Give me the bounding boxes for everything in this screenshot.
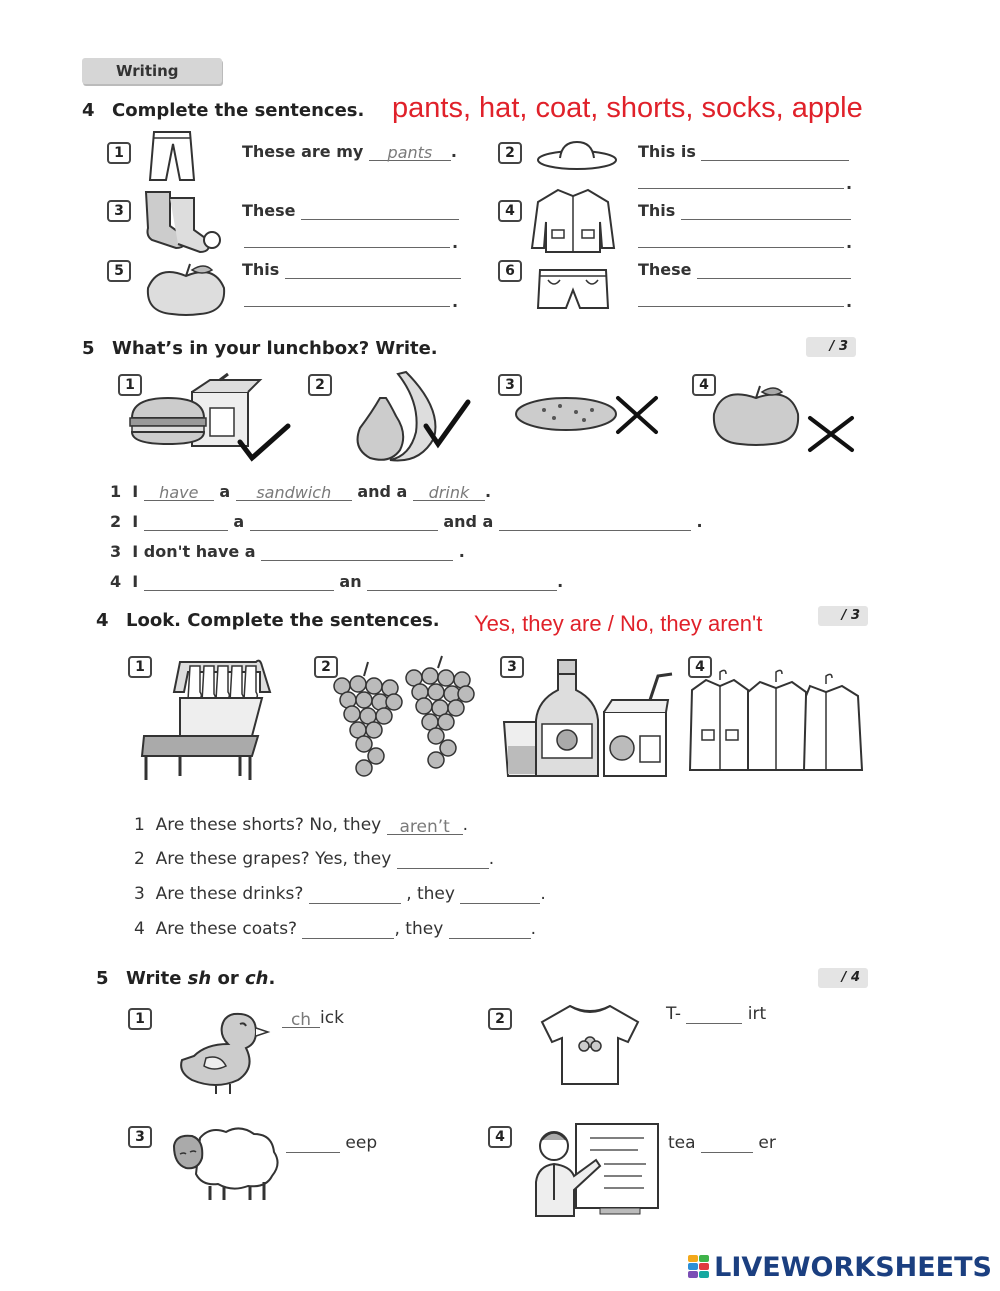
section-title: Complete the sentences. [112,100,365,121]
item-number: 4 [498,200,522,222]
sentence-lead: These [638,260,692,279]
score-badge: / 3 [806,337,856,357]
item-number: 1 [128,1008,152,1030]
sentence-lead: These are my [242,142,364,161]
sentence-lead: This [242,260,280,279]
word-line: eep [286,1133,377,1153]
section-number: 4 [96,610,109,631]
coats-icon [686,670,868,778]
sentence-line: 4 Are these coats? , they . [134,919,537,939]
answer-blank[interactable] [261,543,453,561]
sentence-line: 3 Are these drinks? , they . [134,884,546,904]
answer-blank[interactable] [449,921,531,939]
answer-line[interactable] [638,306,844,307]
item-number: 2 [488,1008,512,1030]
item-number: 2 [498,142,522,164]
answer-blank[interactable] [285,261,461,279]
grapes-icon [328,656,478,782]
item-number: 1 [107,142,131,164]
sentence-line: 2 Are these grapes? Yes, they . [134,849,495,869]
pants-icon [146,128,198,182]
answer-blank[interactable] [309,886,401,904]
answer-blank[interactable]: sandwich [236,483,352,501]
item-number: 6 [498,260,522,282]
answer-blank[interactable] [286,1135,340,1153]
picture-number: 3 [498,374,522,396]
answer-line[interactable] [244,247,450,248]
sentence-end: . [846,174,853,193]
word-bank: pants, hat, coat, shorts, socks, apple [392,92,863,124]
t-shirt-icon [540,1002,640,1088]
item-number: 3 [128,1126,152,1148]
answer-blank[interactable] [701,143,849,161]
word-bank: Yes, they are / No, they aren't [474,611,763,636]
socks-on-chair-icon [140,652,272,782]
word-line: ch ick [282,1008,344,1028]
answer-blank[interactable] [367,573,557,591]
sentence-lead: This [638,201,676,220]
answer-blank[interactable]: pants [369,143,451,161]
chick-icon [176,1010,276,1096]
pizza-icon [514,392,660,442]
answer-blank[interactable]: have [144,483,214,501]
sentence-end: . [450,142,457,161]
answer-blank[interactable]: ch [282,1010,320,1028]
logo-text: LIVEWORKSHEETS [714,1252,992,1283]
sentence-line: 3 I don't have a . [110,542,465,561]
word-line: tea er [668,1133,776,1153]
answer-line[interactable] [244,306,450,307]
answer-blank[interactable] [701,1135,753,1153]
picture-number: 4 [692,374,716,396]
sentence-end: . [452,292,459,311]
sentence-lead: These [242,201,296,220]
answer-blank[interactable]: drink [413,483,485,501]
answer-blank[interactable] [302,921,394,939]
sentence-line: 2 I a and a . [110,512,703,531]
section-heading [82,338,438,359]
socks-icon [140,188,226,254]
section-heading [82,100,364,121]
teacher-icon [534,1120,664,1220]
section-heading [96,610,440,631]
answer-blank[interactable] [397,851,489,869]
writing-tag: Writing [82,58,222,84]
answer-blank[interactable] [681,202,851,220]
logo-icon [688,1255,710,1279]
item-number: 3 [107,200,131,222]
sentence-end: . [452,233,459,252]
liveworksheets-logo [688,1252,992,1283]
picture-number: 2 [308,374,332,396]
coat-icon [530,186,616,256]
sentence-line: 1 Are these shorts? No, they aren’t . [134,815,469,837]
sentence-end: . [846,233,853,252]
sentence-end: . [846,292,853,311]
answer-blank[interactable] [144,513,228,531]
item-number: 4 [488,1126,512,1148]
sentence-line: 4 I an . [110,572,564,591]
answer-blank[interactable] [144,573,334,591]
section-number: 5 [82,338,95,359]
shorts-icon [536,266,610,316]
answer-blank[interactable] [686,1006,742,1024]
sandwich-and-drink-icon [128,374,292,466]
apple-icon [710,384,858,456]
section-title: Look. Complete the sentences. [126,610,440,631]
answer-blank[interactable] [697,261,851,279]
section-number: 5 [96,968,109,989]
sentence-line: 1 I have a sandwich and a drink . [110,482,492,502]
sheep-icon [170,1124,284,1202]
sentence-lead: This is [638,142,696,161]
score-badge: / 3 [818,606,868,626]
picture-number: 3 [500,656,524,678]
picture-number: 1 [128,656,152,678]
apple-icon [144,262,228,316]
pear-and-banana-icon [350,372,472,464]
picture-number: 1 [118,374,142,396]
answer-blank[interactable]: aren’t [387,817,463,835]
answer-line[interactable] [638,188,844,189]
item-number: 5 [107,260,131,282]
hat-icon [536,138,618,172]
picture-number: 2 [314,656,338,678]
picture-number: 4 [688,656,712,678]
answer-blank[interactable] [460,886,540,904]
answer-line[interactable] [638,247,844,248]
section-title: What’s in your lunchbox? Write. [112,338,438,359]
answer-blank[interactable] [301,202,459,220]
answer-blank[interactable] [250,513,438,531]
answer-blank[interactable] [499,513,691,531]
word-line: T- irt [666,1004,767,1024]
section-heading: 5 Write sh or ch. [96,968,276,989]
drinks-icon [500,660,676,780]
section-number: 4 [82,100,95,121]
score-badge: / 4 [818,968,868,988]
